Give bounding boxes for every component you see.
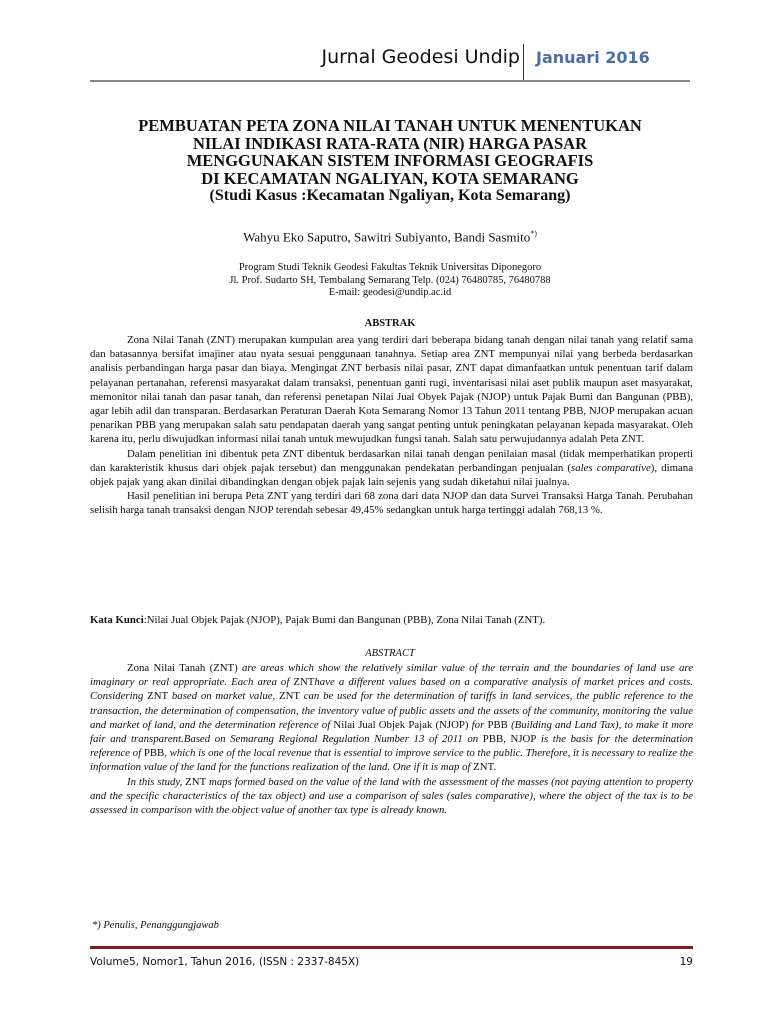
title-subtitle: (Studi Kasus :Kecamatan Ngaliyan, Kota Semarang)	[209, 187, 571, 204]
journal-name: Jurnal Geodesi Undip	[321, 46, 520, 68]
abstract-body	[90, 661, 693, 817]
abstract-paragraph: Zona Nilai Tanah (ZNT) are areas which show the relatively similar value of the terrain and the boundaries of land use are imaginary or real appropriate. Each area of ZNThave a different values based on a comparative analysis of market prices and costs. Considering ZNT based on market value, ZNT can be used for the determination of tariffs in land services, the public reference to the transaction, the determination of compensation, the inventory value of public assets and the assets of the community, monitoring the value and market of land, and the determination reference of Nilai Jual Objek Pajak (NJOP) for PBB (Building and Land Tax), to make it more fair and transparent.Based on Semarang Regional Regulation Number 13 of 2011 on PBB, NJOP is the basis for the determination reference of PBB, which is one of the local revenue that is essential to improve service to the public. Therefore, it is necessary to realize the information value of the land for the functions realization of the land. One if it is map of ZNT.	[90, 662, 693, 774]
abstrak-body	[90, 333, 693, 518]
keywords-text: :Nilai Jual Objek Pajak (NJOP), Pajak Bumi dan Bangunan (PBB), Zona Nilai Tanah (ZNT).	[143, 614, 546, 626]
keywords	[90, 614, 693, 626]
abstrak-heading: ABSTRAK	[364, 318, 416, 329]
affiliation-line: E-mail: geodesi@undip.ac.id	[328, 287, 452, 298]
affiliation	[90, 262, 690, 300]
footnote: *) Penulis, Penanggungjawab	[92, 920, 219, 931]
abstract-heading: ABSTRACT	[365, 648, 415, 659]
italic-term: sales comparative	[571, 461, 651, 474]
abstrak-paragraph: Dalam penelitian ini dibentuk peta ZNT dibentuk berdasarkan nilai tanah dengan penilaian masal (tidak memperhatikan properti dan karakteristik khusus dari objek pajak tersebut) dan menggunakan pendekatan perbandingan penjualan (sales comparative), dimana objek pajak yang akan dinilai dibandingkan dengan objek pajak lain sejenis yang sudah diketahui nilai jualnya.	[90, 447, 693, 489]
page-header	[0, 0, 768, 90]
corresponding-mark: *)	[530, 229, 537, 238]
abstrak-paragraph: Hasil penelitian ini berupa Peta ZNT yang terdiri dari 68 zona dari data NJOP dan data Survei Transaksi Harga Tanah. Perubahan selisih harga tanah transaksi dengan NJOP terendah sebesar 49,45% sedangkan untuk harga tertinggi adalah 768,13 %.	[90, 490, 693, 517]
affiliation-line: Program Studi Teknik Geodesi Fakultas Teknik Universitas Diponegoro	[238, 262, 542, 273]
keywords-label: Kata Kunci	[90, 614, 144, 626]
footer-volume: Volume5, Nomor1, Tahun 2016, (ISSN : 2337-845X)	[90, 956, 360, 968]
title-line: MENGGUNAKAN SISTEM INFORMASI GEOGRAFIS	[186, 151, 594, 170]
page-number: 19	[679, 956, 693, 968]
title-line: PEMBUATAN PETA ZONA NILAI TANAH UNTUK MENENTUKAN	[138, 116, 642, 135]
paper-title	[90, 117, 690, 205]
affiliation-line: Jl. Prof. Sudarto SH, Tembalang Semarang Telp. (024) 76480785, 76480788	[229, 274, 551, 286]
abstrak-paragraph: Zona Nilai Tanah (ZNT) merupakan kumpulan area yang terdiri dari beberapa bidang tanah dengan nilai tanah yang relatif sama dan batasannya bersifat imajiner atau nyata sesuai penggunaan tanahnya. Setiap area ZNT mempunyai nilai yang berbeda berdasarkan analisis perbandingan harga pasar dan biaya. Mengingat ZNT berbasis nilai pasar, ZNT dapat dimanfaatkan untuk penentuan tarif dalam pelayanan pertanahan, referensi masyarakat dalam transaksi, penentuan ganti rugi, inventarisasi nilai aset publik maupun aset masyarakat, memonitor nilai tanah dan pasar tanah, dan referensi penetapan Nilai Jual Obyek Pajak (NJOP) untuk Pajak Bumi dan Bangunan (PBB), agar lebih adil dan transparan. Berdasarkan Peraturan Daerah Kota Semarang Nomor 13 Tahun 2011 tentang PBB, NJOP merupakan acuan penarikan PBB yang merupakan salah satu pendapatan daerah yang sangat penting untuk peningkatan pelayanan kepada masyarakat. Oleh karena itu, perlu diwujudkan informasi nilai tanah untuk mewujudkan fungsi tanah. Salah satu perwujudannya adalah Peta ZNT.	[90, 334, 693, 446]
header-separator	[523, 44, 524, 82]
abstract-paragraph: In this study, ZNT maps formed based on the value of the land with the assessment of the masses (not paying attention to property and the specific characteristics of the tax object) and use a comparison of sales (sales comparative), where the object of the tax is to be assessed in comparison with the object value of another tax type is already known.	[90, 775, 693, 817]
footer-rule	[90, 946, 693, 949]
issue-date: Januari 2016	[536, 48, 650, 67]
author-list	[90, 229, 690, 245]
title-line: DI KECAMATAN NGALIYAN, KOTA SEMARANG	[201, 168, 579, 188]
header-rule	[90, 80, 690, 82]
author-names: Wahyu Eko Saputro, Sawitri Subiyanto, Bandi Sasmito	[243, 229, 531, 245]
title-line: NILAI INDIKASI RATA-RATA (NIR) HARGA PASAR	[192, 133, 588, 153]
